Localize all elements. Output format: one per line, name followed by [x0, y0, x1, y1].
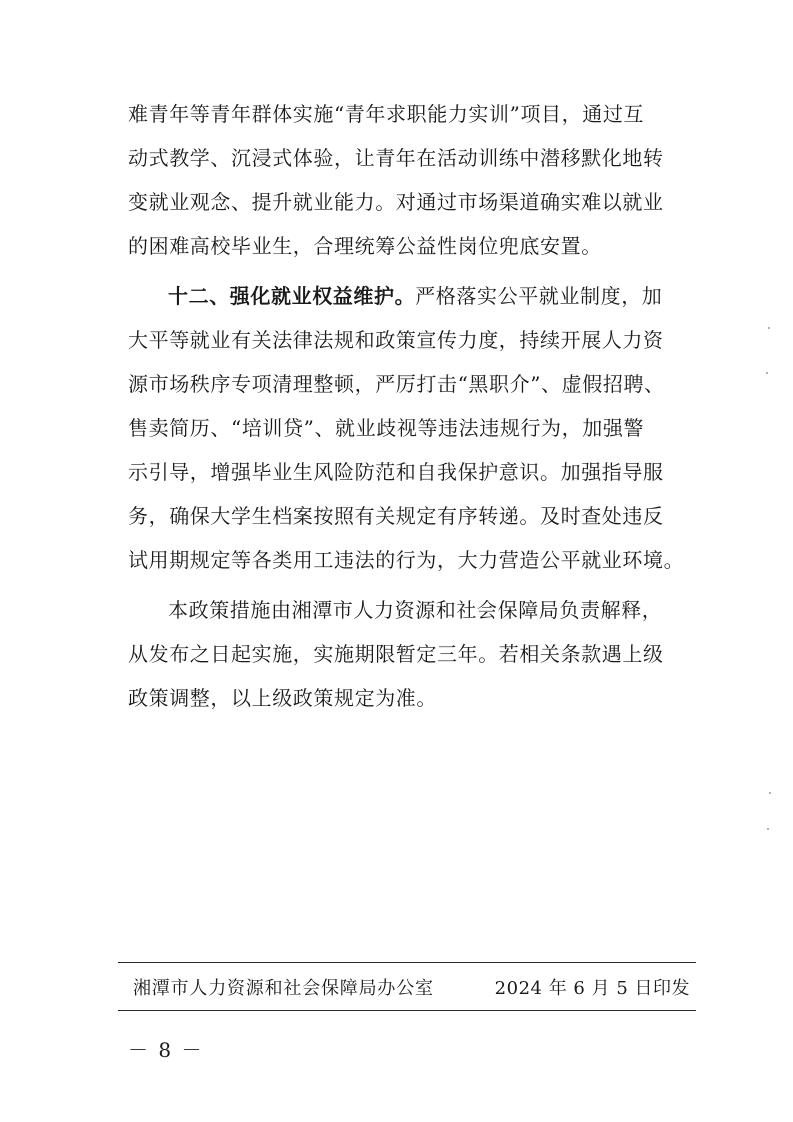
scan-speck: [769, 792, 771, 794]
scan-speck: [768, 327, 770, 329]
text-line: 的困难高校毕业生，合理统筹公益性岗位兜底安置。: [128, 234, 602, 258]
paragraph-continuation: [128, 92, 703, 268]
page-number: － 8 －: [128, 1038, 204, 1062]
paragraph-closing: [128, 588, 703, 720]
text-line: 变就业观念、提升就业能力。对通过市场渠道确实难以就业: [128, 190, 664, 214]
scan-speck: [766, 372, 768, 374]
section-heading-rest: 严格落实公平就业制度，加: [415, 284, 663, 308]
footer-issuer: 湘潭市人力资源和社会保障局办公室: [133, 978, 434, 999]
section-heading: 十二、强化就业权益维护。: [168, 284, 416, 308]
text-line: [128, 274, 703, 318]
text-line: 政策调整，以上级政策规定为准。: [128, 686, 437, 710]
scan-speck: [767, 828, 769, 830]
text-line: 售卖简历、“培训贷”、就业歧视等违法违规行为，加强警: [128, 416, 645, 440]
paragraph-section-12: [128, 274, 703, 582]
footer-bottom-rule: [118, 1010, 696, 1011]
document-body: [128, 92, 703, 720]
text-line: 源市场秩序专项清理整顿，严厉打击“黑职介”、虚假招聘、: [128, 372, 665, 396]
footer-print-date: 2024 年 6 月 5 日印发: [494, 978, 690, 999]
text-line: 动式教学、沉浸式体验，让青年在活动训练中潜移默化地转: [128, 146, 664, 170]
text-line: 从发布之日起实施，实施期限暂定三年。若相关条款遇上级: [128, 642, 664, 666]
text-line: 示引导，增强毕业生风险防范和自我保护意识。加强指导服: [128, 460, 664, 484]
text-line: 试用期规定等各类用工违法的行为，大力营造公平就业环境。: [128, 548, 685, 572]
text-line: 难青年等青年群体实施“青年求职能力实训”项目，通过互: [128, 102, 645, 126]
text-line: 本政策措施由湘潭市人力资源和社会保障局负责解释，: [168, 598, 663, 622]
footer-top-rule: [118, 962, 696, 963]
text-line: 大平等就业有关法律法规和政策宣传力度，持续开展人力资: [128, 328, 664, 352]
text-line: 务，确保大学生档案按照有关规定有序转递。及时查处违反: [128, 504, 664, 528]
